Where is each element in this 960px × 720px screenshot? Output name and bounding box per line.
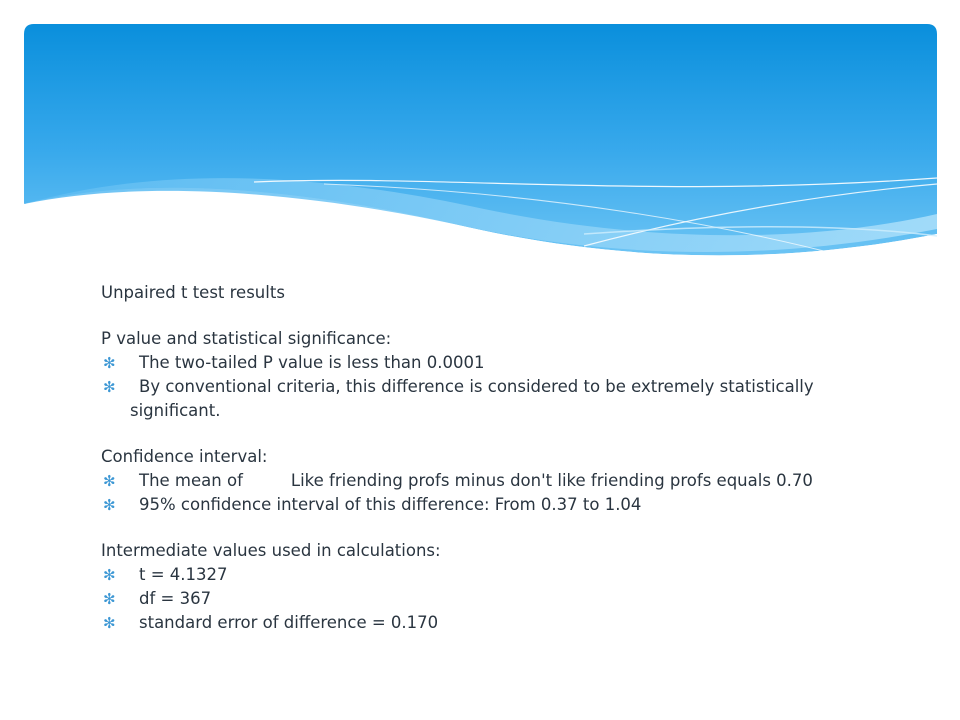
list-item: ✻ standard error of difference = 0.170 xyxy=(101,611,861,635)
list-item: ✻ By conventional criteria, this difference is considered to be extremely statistically significant. xyxy=(103,377,814,420)
asterisk-icon: ✻ xyxy=(103,590,116,608)
asterisk-icon: ✻ xyxy=(103,614,116,632)
section-heading: Intermediate values used in calculations: xyxy=(101,541,441,560)
list-item: ✻ The two-tailed P value is less than 0.0001 xyxy=(101,351,861,375)
list-item: ✻ df = 367 xyxy=(101,587,861,611)
asterisk-icon: ✻ xyxy=(103,354,116,372)
header-banner xyxy=(24,24,937,274)
list-item: ✻ 95% confidence interval of this difference: From 0.37 to 1.04 xyxy=(101,493,861,517)
list-item: ✻ t = 4.1327 xyxy=(101,563,861,587)
results-text xyxy=(101,281,861,635)
asterisk-icon: ✻ xyxy=(103,378,116,396)
section-heading: P value and statistical significance: xyxy=(101,329,392,348)
section-heading: Unpaired t test results xyxy=(101,283,285,302)
asterisk-icon: ✻ xyxy=(103,566,116,584)
list-item: ✻ The mean of Like friending profs minus don't like friending profs equals 0.70 xyxy=(101,469,861,493)
section-heading: Confidence interval: xyxy=(101,447,268,466)
asterisk-icon: ✻ xyxy=(103,496,116,514)
asterisk-icon: ✻ xyxy=(103,472,116,490)
wave-decoration xyxy=(24,24,937,274)
